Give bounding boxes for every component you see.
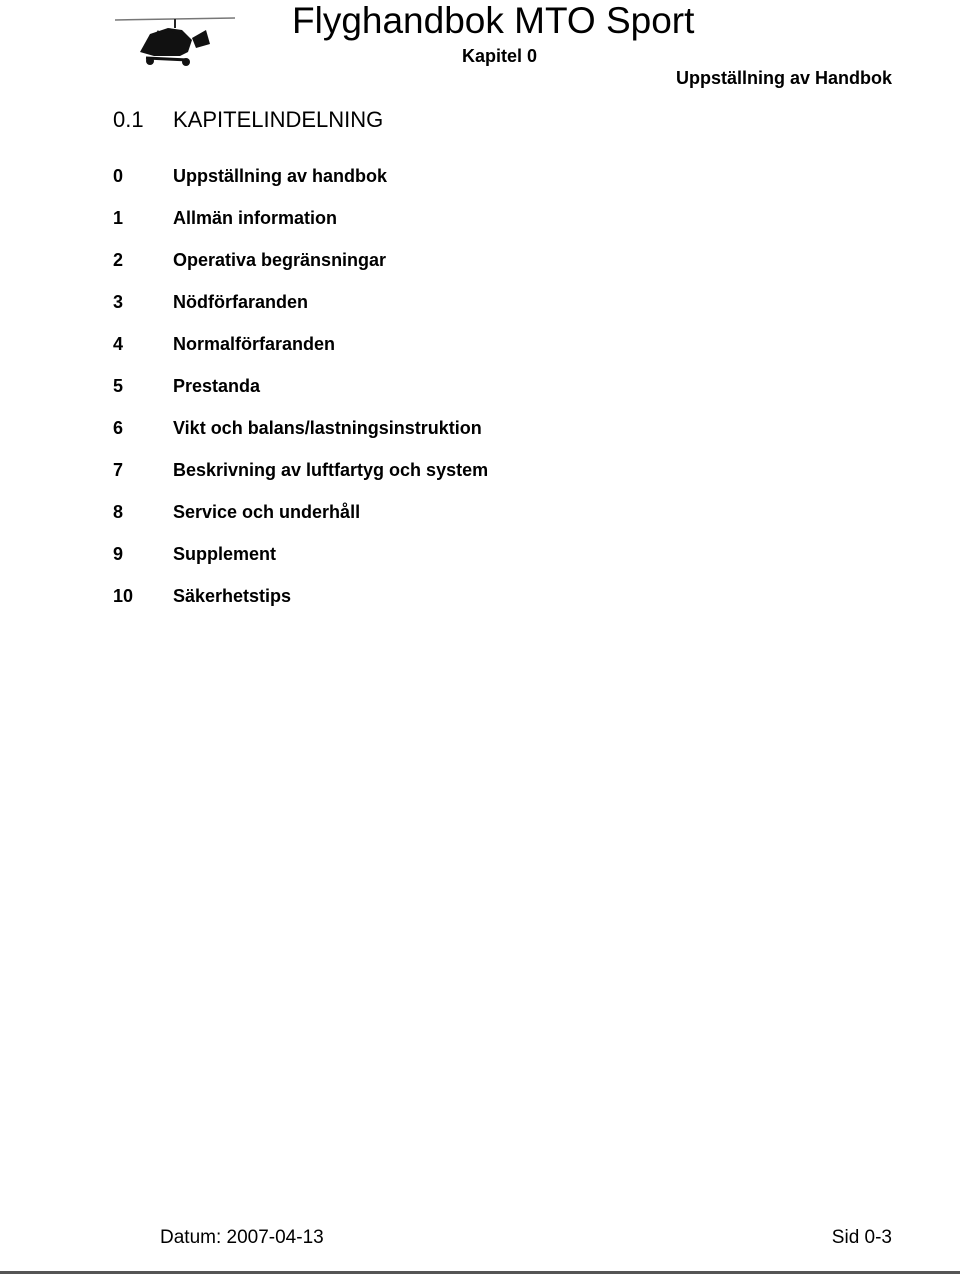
list-item bbox=[0, 163, 960, 205]
list-item bbox=[0, 457, 960, 499]
list-item-number: 8 bbox=[113, 502, 124, 522]
list-item bbox=[0, 205, 960, 247]
footer-date: Datum: 2007-04-13 bbox=[160, 1227, 324, 1248]
list-item bbox=[0, 331, 960, 373]
list-item-number: 4 bbox=[113, 334, 124, 354]
list-item-number: 5 bbox=[113, 376, 124, 396]
list-item bbox=[0, 415, 960, 457]
list-item bbox=[0, 541, 960, 583]
list-item-label: Allmän information bbox=[173, 208, 338, 228]
list-item-number: 2 bbox=[113, 250, 124, 270]
list-item-label: Uppställning av handbok bbox=[173, 166, 388, 186]
list-item-label: Beskrivning av luftfartyg och system bbox=[173, 460, 489, 480]
list-item bbox=[0, 373, 960, 415]
list-item-number: 10 bbox=[113, 586, 134, 606]
list-item-label: Prestanda bbox=[173, 376, 261, 396]
list-item-label: Nödförfaranden bbox=[173, 292, 308, 312]
list-item-label: Operativa begränsningar bbox=[173, 250, 387, 270]
list-item bbox=[0, 499, 960, 541]
list-item-number: 6 bbox=[113, 418, 124, 438]
chapter-subject: Uppställning av Handbok bbox=[675, 68, 892, 88]
chapter-label: Kapitel 0 bbox=[462, 46, 538, 66]
list-item-number: 1 bbox=[113, 208, 124, 228]
section-number: 0.1 bbox=[113, 107, 144, 132]
list-item-number: 9 bbox=[113, 544, 124, 564]
list-item-number: 3 bbox=[113, 292, 124, 312]
chapter-list bbox=[0, 163, 960, 625]
list-item-label: Service och underhåll bbox=[173, 502, 361, 522]
gyrocopter-silhouette-icon bbox=[110, 8, 240, 70]
footer-divider bbox=[0, 1271, 960, 1274]
list-item bbox=[0, 583, 960, 625]
list-item-number: 0 bbox=[113, 166, 124, 186]
list-item-label: Normalförfaranden bbox=[173, 334, 336, 354]
list-item-label: Vikt och balans/lastningsinstruktion bbox=[173, 418, 482, 438]
list-item bbox=[0, 289, 960, 331]
section-title: KAPITELINDELNING bbox=[173, 107, 384, 132]
list-item-label: Säkerhetstips bbox=[173, 586, 292, 606]
list-item-number: 7 bbox=[113, 460, 124, 480]
footer-page-number: Sid 0-3 bbox=[831, 1227, 892, 1248]
list-item-label: Supplement bbox=[173, 544, 277, 564]
document-title: Flyghandbok MTO Sport bbox=[292, 0, 695, 41]
list-item bbox=[0, 247, 960, 289]
